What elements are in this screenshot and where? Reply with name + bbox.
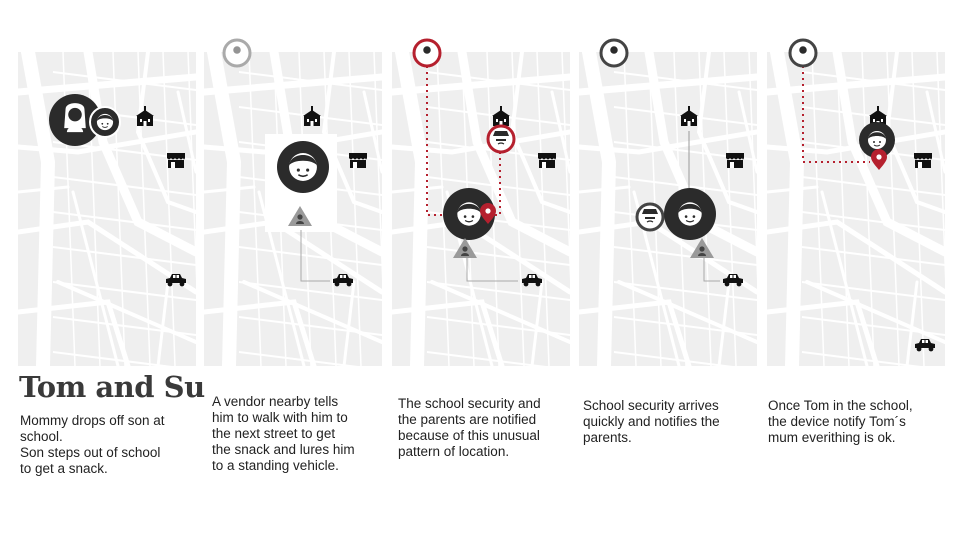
- map-panel-2: [204, 52, 382, 366]
- step-3-caption: The school security and the parents are notified because of this unusual pattern of location.: [398, 396, 541, 459]
- map-panel-5: [767, 52, 945, 366]
- street-map: [18, 52, 196, 366]
- map-panel-4: [579, 52, 757, 366]
- story-title: Tom and Su: [19, 370, 205, 404]
- map-panel-1: [18, 52, 196, 366]
- street-map: [392, 52, 570, 366]
- step-4-caption: School security arrives quickly and notifies the parents.: [583, 398, 720, 445]
- street-map: [767, 52, 945, 366]
- step-2-caption: A vendor nearby tells him to walk with him to the next street to get the snack and lures him to a standing vehicle.: [212, 394, 355, 473]
- street-map: [579, 52, 757, 366]
- step-1-caption: Mommy drops off son at school. Son steps out of school to get a snack.: [20, 413, 165, 476]
- street-map: [204, 52, 382, 366]
- step-5-caption: Once Tom in the school, the device notify Tom´s mum everithing is ok.: [768, 398, 913, 445]
- map-panel-3: [392, 52, 570, 366]
